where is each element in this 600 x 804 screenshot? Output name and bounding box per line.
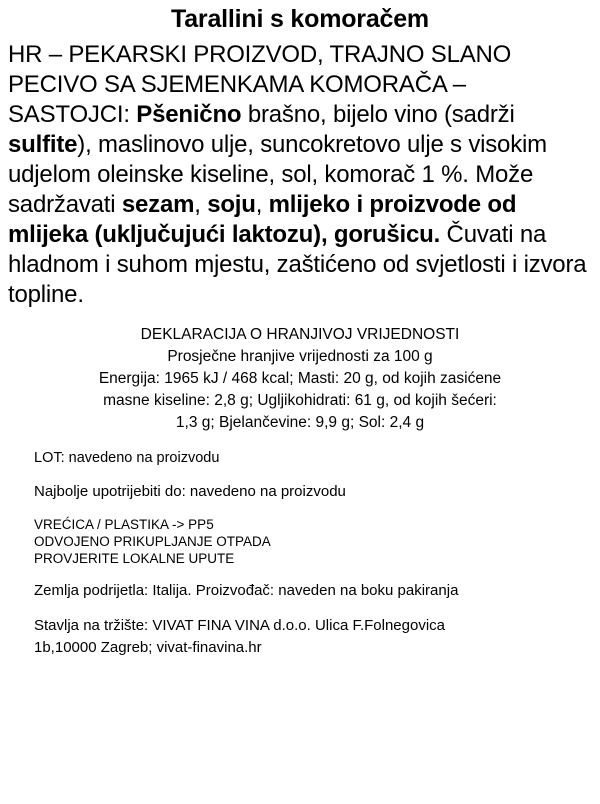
- packaging-line: ODVOJENO PRIKUPLJANJE OTPADA: [34, 534, 271, 549]
- ingredients-text: HR – PEKARSKI PROIZVOD, TRAJNO SLANO PECIVO SA SJEMENKAMA KOMORAČA – SASTOJCI:: [8, 41, 512, 128]
- distributor-line: Stavlja na tržište: VIVAT FINA VINA d.o.o. Ulica F.Folnegovica: [34, 617, 446, 634]
- product-label: [0, 4, 600, 804]
- distributor-info: [34, 615, 592, 659]
- ingredients-text: ,: [194, 191, 208, 218]
- nutrition-declaration: [8, 324, 592, 434]
- ingredients-text: ), maslinovo ulje, suncokretovo ulje s visokim udjelom oleinske kiseline, sol, komorač 1 %. Može sadržavati: [8, 131, 547, 218]
- nutrition-subheading: Prosječne hranjive vrijednosti za 100 g: [167, 348, 433, 365]
- nutrition-line: Energija: 1965 kJ / 468 kcal; Masti: 20 g, od kojih zasićene: [98, 370, 502, 387]
- nutrition-heading: DEKLARACIJA O HRANJIVOJ VRIJEDNOSTI: [140, 326, 460, 343]
- packaging-line: VREĆICA / PLASTIKA -> PP5: [34, 517, 214, 532]
- allergen-sulfites: sulfite: [8, 131, 78, 158]
- ingredients-text: brašno, bijelo vino (sadrži: [241, 101, 515, 128]
- best-before-info: Najbolje upotrijebiti do: navedeno na proizvodu: [34, 483, 346, 500]
- origin-info: Zemlja podrijetla: Italija. Proizvođač: naveden na boku pakiranja: [34, 582, 459, 599]
- allergen-sesame: sezam: [121, 191, 195, 218]
- lot-info: LOT: navedeno na proizvodu: [34, 450, 220, 466]
- packaging-info: [34, 516, 592, 567]
- product-title: Tarallini s komoračem: [171, 5, 429, 33]
- allergen-wheat: Pšenično: [136, 101, 242, 128]
- storage-text: Čuvati na hladnom i suhom mjestu, zaštićeno od svjetlosti i izvora topline.: [8, 221, 587, 308]
- nutrition-line: masne kiseline: 2,8 g; Ugljikohidrati: 61 g, od kojih šećeri:: [103, 392, 497, 409]
- ingredients-paragraph: [8, 40, 592, 310]
- nutrition-line: 1,3 g; Bjelančevine: 9,9 g; Sol: 2,4 g: [175, 414, 425, 431]
- packaging-line: PROVJERITE LOKALNE UPUTE: [34, 551, 235, 566]
- distributor-line: 1b,10000 Zagreb; vivat-finavina.hr: [34, 639, 262, 656]
- allergen-milk-mustard: mlijeko i proizvode od mlijeka (uključujući laktozu), gorušicu.: [8, 191, 517, 248]
- allergen-soy: soju: [207, 191, 256, 218]
- ingredients-text: ,: [255, 191, 269, 218]
